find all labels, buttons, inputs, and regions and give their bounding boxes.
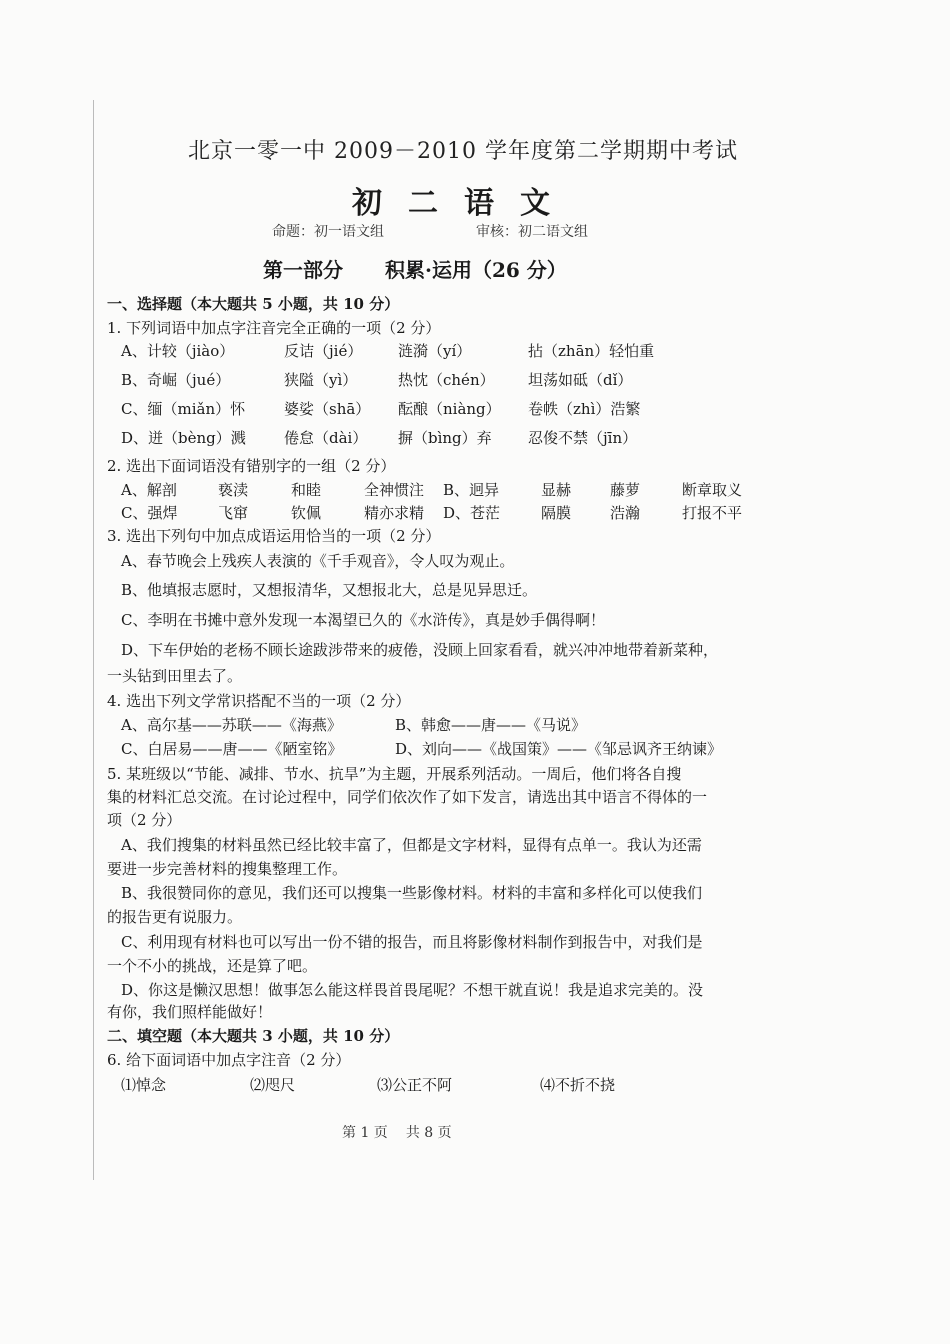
q1-option: 反诘（jié） <box>284 342 363 360</box>
q6-item: ⑶公正不阿 <box>377 1076 453 1094</box>
q1-option: 狭隘（yì） <box>284 371 358 389</box>
q2-option: C、强焊 <box>121 504 178 522</box>
question-3-stem: 3. 选出下列句中加点成语运用恰当的一项（2 分） <box>107 527 441 545</box>
q1-option: 热忱（chén） <box>398 371 495 389</box>
q1-option: 酝酿（niàng） <box>398 400 501 418</box>
q5-option-c: C、利用现有材料也可以写出一份不错的报告，而且将影像材料制作到报告中，对我们是 <box>121 933 703 951</box>
q2-option: 显赫 <box>541 481 572 499</box>
q1-option: C、缅（miǎn）怀 <box>121 400 246 418</box>
q1-option: 拈（zhān）轻怕重 <box>528 342 655 360</box>
q4-option-d: D、刘向——《战国策》——《邹忌讽齐王纳谏》 <box>395 740 723 758</box>
q1-option: 忍俊不禁（jīn） <box>528 429 638 447</box>
q6-item: ⑷不折不挠 <box>540 1076 616 1094</box>
q1-option: 摒（bìng）弃 <box>398 429 492 447</box>
q2-option: 浩瀚 <box>610 504 641 522</box>
q2-option: B、迥异 <box>443 481 500 499</box>
q2-option: 精亦求精 <box>364 504 425 522</box>
q5-option-c-cont: 一个不小的挑战，还是算了吧。 <box>107 957 318 975</box>
q1-option: 坦荡如砥（dǐ） <box>528 371 633 389</box>
q5-option-b: B、我很赞同你的意见，我们还可以搜集一些影像材料。材料的丰富和多样化可以使我们 <box>121 884 703 902</box>
q5-option-a-cont: 要进一步完善材料的搜集整理工作。 <box>107 860 348 878</box>
q1-option: 倦怠（dài） <box>284 429 368 447</box>
q2-option: 全神惯注 <box>364 481 425 499</box>
q3-option-c: C、李明在书摊中意外发现一本渴望已久的《水浒传》，真是妙手偶得啊！ <box>121 611 605 629</box>
q3-option-a: A、春节晚会上残疾人表演的《千手观音》，令人叹为观止。 <box>121 552 515 570</box>
credits-reviewer: 审核：初二语文组 <box>476 224 588 240</box>
part-name: 第一部分 <box>263 258 343 282</box>
q1-option: B、奇崛（jué） <box>121 371 231 389</box>
question-2-stem: 2. 选出下面词语没有错别字的一组（2 分） <box>107 457 396 475</box>
scan-margin-line <box>93 100 94 1180</box>
q4-option-b: B、韩愈——唐——《马说》 <box>395 716 587 734</box>
question-6-stem: 6. 给下面词语中加点字注音（2 分） <box>107 1051 351 1069</box>
q5-option-a: A、我们搜集的材料虽然已经比较丰富了，但都是文字材料，显得有点单一。我认为还需 <box>121 836 702 854</box>
credits <box>272 221 588 241</box>
part-subtitle: 积累·运用（26 分） <box>385 258 567 282</box>
q1-option: A、计较（jiào） <box>121 342 235 360</box>
q3-option-b: B、他填报志愿时，又想报清华，又想报北大，总是见异思迁。 <box>121 581 538 599</box>
page-total: 共 8 页 <box>405 1125 452 1141</box>
q5-option-d-cont: 有你，我们照样能做好！ <box>107 1003 273 1021</box>
credits-author: 命题：初一语文组 <box>272 224 384 240</box>
q1-option: 卷帙（zhì）浩繁 <box>528 400 641 418</box>
question-4-stem: 4. 选出下列文学常识搭配不当的一项（2 分） <box>107 692 411 710</box>
q1-option: 婆娑（shā） <box>284 400 371 418</box>
q4-option-a: A、高尔基——苏联——《海燕》 <box>121 716 342 734</box>
q6-item: ⑵咫尺 <box>250 1076 296 1094</box>
q2-option: 隔膜 <box>541 504 572 522</box>
question-5-stem: 5. 某班级以“节能、减排、节水、抗旱”为主题，开展系列活动。一周后，他们将各自搜 <box>107 765 682 783</box>
exam-header: 北京一零一中 2009－2010 学年度第二学期期中考试 <box>188 139 738 164</box>
q2-option: 和睦 <box>291 481 322 499</box>
page-number: 第 1 页 <box>342 1125 388 1141</box>
q2-option: A、解剖 <box>121 481 177 499</box>
q2-option: 钦佩 <box>291 504 322 522</box>
page-footer <box>342 1122 452 1142</box>
q2-option: 打报不平 <box>682 504 743 522</box>
q5-option-b-cont: 的报告更有说服力。 <box>107 908 243 926</box>
question-5-stem-cont: 项（2 分） <box>107 811 182 829</box>
section-2-heading: 二、填空题（本大题共 3 小题，共 10 分） <box>107 1027 400 1045</box>
q1-option: 涟漪（yí） <box>398 342 472 360</box>
q4-option-c: C、白居易——唐——《陋室铭》 <box>121 740 343 758</box>
section-1-heading: 一、选择题（本大题共 5 小题，共 10 分） <box>107 295 400 313</box>
q2-option: D、苍茫 <box>443 504 501 522</box>
q3-option-d-cont: 一头钻到田里去了。 <box>107 667 243 685</box>
q1-option: D、迸（bèng）溅 <box>121 429 246 447</box>
q5-option-d: D、你这是懒汉思想！做事怎么能这样畏首畏尾呢？不想干就直说！我是追求完美的。没 <box>121 981 704 999</box>
part-heading <box>263 254 567 283</box>
q2-option: 飞窜 <box>218 504 249 522</box>
q2-option: 藤萝 <box>610 481 641 499</box>
question-1-stem: 1. 下列词语中加点字注音完全正确的一项（2 分） <box>107 319 441 337</box>
q2-option: 断章取义 <box>682 481 743 499</box>
q2-option: 亵渎 <box>218 481 249 499</box>
question-5-stem-cont: 集的材料汇总交流。在讨论过程中，同学们依次作了如下发言，请选出其中语言不得体的一 <box>107 788 708 806</box>
page-title: 初二语文 <box>352 186 576 221</box>
q6-item: ⑴悼念 <box>121 1076 167 1094</box>
q3-option-d: D、下车伊始的老杨不顾长途跋涉带来的疲倦，没顾上回家看看，就兴冲冲地带着新菜种， <box>121 641 719 659</box>
